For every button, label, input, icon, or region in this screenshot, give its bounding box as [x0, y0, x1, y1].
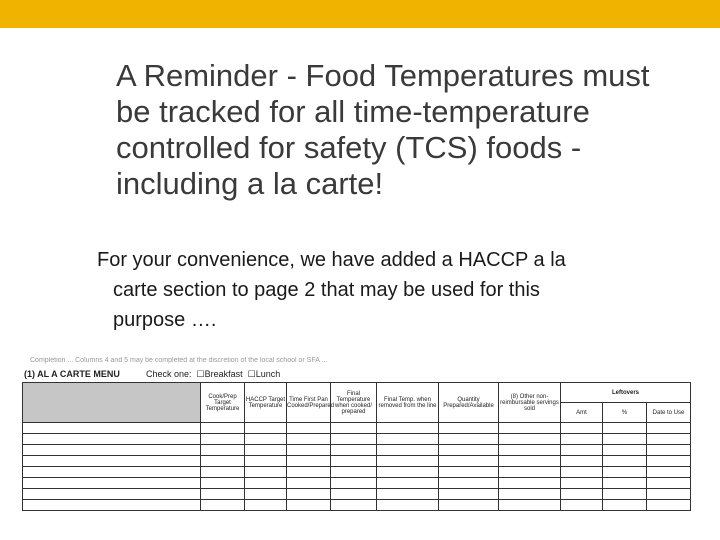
table-row — [23, 423, 691, 434]
table-cell — [499, 467, 561, 478]
column-header: Final Temperature when cooked/ prepared — [331, 383, 377, 423]
column-header: Cook/Prep Target Temperature — [201, 383, 245, 423]
table-cell — [245, 489, 287, 500]
column-header: Final Temp. when removed from the line — [377, 383, 439, 423]
table-cell — [331, 500, 377, 511]
table-cell — [377, 467, 439, 478]
table-cell — [499, 445, 561, 456]
table-cell — [287, 500, 331, 511]
table-cell — [647, 423, 691, 434]
table-cell — [23, 445, 201, 456]
body-line-2: carte section to page 2 that may be used for this — [113, 279, 540, 301]
table-cell — [439, 456, 499, 467]
table-cell — [23, 423, 201, 434]
table-cell — [499, 423, 561, 434]
menu-item-column — [23, 383, 201, 423]
table-cell — [377, 445, 439, 456]
table-cell — [647, 456, 691, 467]
table-cell — [561, 467, 603, 478]
table-cell — [603, 456, 647, 467]
table-cell — [287, 434, 331, 445]
table-cell — [23, 489, 201, 500]
table-cell — [439, 445, 499, 456]
table-cell — [23, 434, 201, 445]
table-cell — [603, 423, 647, 434]
leftovers-sub-label: Date to Use — [647, 403, 691, 423]
option-lunch: Lunch — [255, 369, 281, 379]
slide-body — [97, 245, 687, 335]
table-cell — [23, 500, 201, 511]
haccp-form-image — [22, 355, 690, 515]
table-cell — [201, 500, 245, 511]
table-cell — [287, 478, 331, 489]
table-cell — [287, 423, 331, 434]
table-cell — [439, 434, 499, 445]
table-cell — [603, 500, 647, 511]
table-cell — [561, 423, 603, 434]
table-cell — [561, 456, 603, 467]
table-cell — [647, 489, 691, 500]
column-header: (8) Other non-reimbursable servings sold — [499, 383, 561, 423]
table-cell — [377, 456, 439, 467]
table-cell — [245, 500, 287, 511]
table-cell — [499, 434, 561, 445]
leftovers-sub-label: % — [603, 403, 647, 423]
table-cell — [201, 434, 245, 445]
body-line-3: purpose …. — [113, 309, 217, 331]
table-cell — [439, 423, 499, 434]
table-cell — [201, 467, 245, 478]
table-cell — [561, 445, 603, 456]
top-accent-bar — [0, 0, 720, 28]
check-label: Check one: — [146, 369, 192, 379]
checkbox-icon: ☐ — [247, 369, 256, 379]
table-cell — [439, 500, 499, 511]
leftovers-title: Leftovers — [561, 383, 691, 403]
table-cell — [499, 500, 561, 511]
table-cell — [377, 500, 439, 511]
table-cell — [201, 445, 245, 456]
table-cell — [647, 445, 691, 456]
table-cell — [603, 467, 647, 478]
table-cell — [603, 445, 647, 456]
table-cell — [647, 434, 691, 445]
table-cell — [603, 434, 647, 445]
table-cell — [331, 434, 377, 445]
table-cell — [287, 489, 331, 500]
table-cell — [331, 445, 377, 456]
table-cell — [287, 456, 331, 467]
leftovers-sub-label: Amt — [561, 403, 603, 423]
body-line-1: For your convenience, we have added a HACCP a la — [97, 249, 566, 271]
table-row — [23, 456, 691, 467]
slide-title: A Reminder - Food Temperatures must be tracked for all time-temperature controlled for safety (TCS) foods - including a la carte! — [116, 58, 650, 201]
checkbox-icon: ☐ — [196, 369, 205, 379]
table-cell — [647, 500, 691, 511]
table-cell — [331, 467, 377, 478]
table-cell — [23, 456, 201, 467]
table-cell — [561, 500, 603, 511]
meal-check-group — [146, 369, 280, 380]
column-header: Quantity Prepared/Available — [439, 383, 499, 423]
table-cell — [439, 489, 499, 500]
table-cell — [201, 478, 245, 489]
table-cell — [23, 478, 201, 489]
table-cell — [331, 489, 377, 500]
table-cell — [499, 478, 561, 489]
table-cell — [245, 467, 287, 478]
table-cell — [561, 489, 603, 500]
table-cell — [647, 467, 691, 478]
column-header: HACCP Target Temperature — [245, 383, 287, 423]
table-cell — [439, 478, 499, 489]
table-cell — [499, 489, 561, 500]
table-cell — [377, 423, 439, 434]
table-cell — [377, 478, 439, 489]
table-cell — [287, 467, 331, 478]
table-cell — [245, 456, 287, 467]
table-cell — [603, 489, 647, 500]
table-header-row — [23, 383, 691, 403]
option-breakfast: Breakfast — [204, 369, 243, 379]
table-cell — [377, 489, 439, 500]
table-cell — [331, 456, 377, 467]
table-cell — [331, 478, 377, 489]
table-cell — [245, 478, 287, 489]
form-header-note: Completion ... Columns 4 and 5 may be completed at the discretion of the local school or SFA ... — [30, 357, 328, 364]
table-cell — [245, 423, 287, 434]
table-row — [23, 489, 691, 500]
table-cell — [439, 467, 499, 478]
table-cell — [331, 423, 377, 434]
table-row — [23, 467, 691, 478]
table-row — [23, 445, 691, 456]
table-cell — [603, 478, 647, 489]
table-cell — [201, 456, 245, 467]
table-cell — [245, 434, 287, 445]
table-cell — [23, 467, 201, 478]
table-row — [23, 478, 691, 489]
form-section-title: (1) AL A CARTE MENU — [24, 369, 120, 379]
table-cell — [377, 434, 439, 445]
table-cell — [245, 445, 287, 456]
table-row — [23, 434, 691, 445]
table-cell — [287, 445, 331, 456]
table-cell — [561, 434, 603, 445]
table-cell — [561, 478, 603, 489]
table-cell — [201, 489, 245, 500]
table-cell — [499, 456, 561, 467]
haccp-table — [22, 382, 691, 511]
table-cell — [201, 423, 245, 434]
column-header: Time First Pan Cooked/Prepared — [287, 383, 331, 423]
table-row — [23, 500, 691, 511]
table-cell — [647, 478, 691, 489]
